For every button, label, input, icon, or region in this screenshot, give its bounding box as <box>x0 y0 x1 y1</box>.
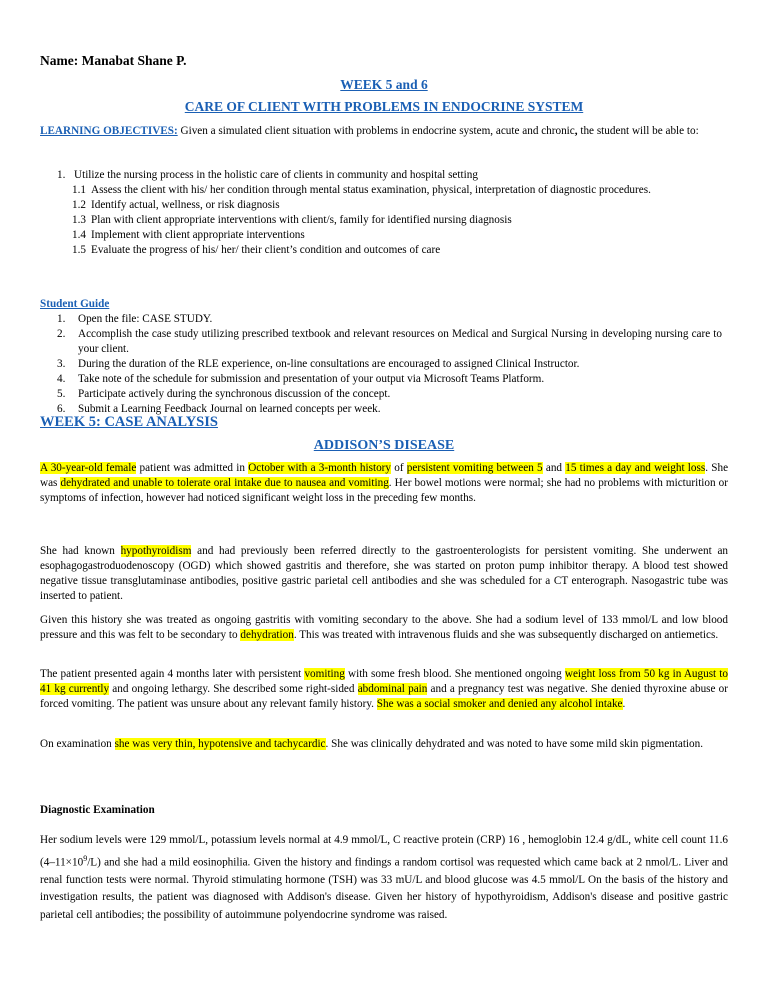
case-paragraph-1: A 30-year-old female patient was admitted in October with a 3-month history of persistent vomiting between 5 and 15 times a day and weight loss. She was dehydrated and unable to tolerate oral intake due to nausea and vomiting. Her bowel motions were normal; she had no problems with micturition or symptoms of infection, however had noticed significant weight loss in the preceding few months. <box>40 462 729 504</box>
list-item: 1.2 Identify actual, wellness, or risk diagnosis <box>72 199 280 211</box>
list-item: 1.4 Implement with client appropriate interventions <box>72 229 305 241</box>
list-item: 4. Take note of the schedule for submission and presentation of your output via Microsoft Teams Platform. <box>57 373 545 385</box>
case-paragraph-4: The patient presented again 4 months later with persistent vomiting with some fresh blood. She mentioned ongoing weight loss from 50 kg in August to 41 kg currently and ongoing lethargy. She described some right-sided abdominal pain and a pregnancy test was negative. She denied thyroxine abuse or forced vomiting. The patient was unsure about any relevant family history. She was a social smoker and denied any alcohol intake. <box>40 668 729 710</box>
student-name: Name: Manabat Shane P. <box>40 53 187 68</box>
objective-main: 1. Utilize the nursing process in the holistic care of clients in community and hospital setting <box>57 169 478 181</box>
list-item: 1.1 Assess the client with his/ her condition through mental status examination, physical, interpretation of diagnostic procedures. <box>72 184 651 196</box>
diagnostic-title: Diagnostic Examination <box>40 804 155 816</box>
learning-objectives-intro: LEARNING OBJECTIVES: Given a simulated client situation with problems in endocrine system, acute and chronic, the student will be able to: <box>40 125 699 137</box>
list-item: 3. During the duration of the RLE experience, on-line consultations are encouraged to assigned Clinical Instructor. <box>57 358 580 370</box>
course-title[interactable]: CARE OF CLIENT WITH PROBLEMS IN ENDOCRINE SYSTEM <box>184 99 584 114</box>
list-item: 1. Open the file: CASE STUDY. <box>57 313 213 325</box>
list-item: 6. Submit a Learning Feedback Journal on learned concepts per week. <box>57 403 381 415</box>
case-paragraph-3: Given this history she was treated as ongoing gastritis with vomiting secondary to the above. She had a sodium level of 133 mmol/L and low blood pressure and this was felt to be secondary to dehydration. This was treated with intravenous fluids and she was subsequently discharged on antiemetics. <box>40 614 728 641</box>
objective-sublist <box>72 183 717 258</box>
case-paragraph-2: She had known hypothyroidism and had previously been referred directly to the gastroenterologists for persistent vomiting. She underwent an esophagogastroduodenoscopy (OGD) which showed gastritis and therefore, she was started on proton pump inhibitor therapy. A blood test showed negative tissue transglutaminase antibodies, positive gastric parietal cell antibodies and she was scheduled for a CT enterograph. Nasogastric tube was inserted to patient. <box>40 545 729 602</box>
week-title[interactable]: WEEK 5 and 6 <box>340 77 428 92</box>
case-paragraph-5: On examination she was very thin, hypotensive and tachycardic. She was clinically dehydrated and was noted to have some mild skin pigmentation. <box>40 738 704 750</box>
list-item: 1.5 Evaluate the progress of his/ her/ their client’s condition and outcomes of care <box>72 244 441 256</box>
learning-objectives-label[interactable]: LEARNING OBJECTIVES: <box>40 125 178 137</box>
student-guide-list <box>57 312 722 417</box>
list-item: 1.3 Plan with client appropriate interventions with client/s, family for identified nursing diagnosis <box>72 214 512 226</box>
list-item: 5. Participate actively during the synchronous discussion of the concept. <box>57 388 391 400</box>
case-analysis-heading[interactable]: WEEK 5: CASE ANALYSIS <box>40 414 218 430</box>
diagnostic-paragraph: Her sodium levels were 129 mmol/L, potassium levels normal at 4.9 mmol/L, C reactive protein (CRP) 16 , hemoglobin 12.4 g/dL, white cell count 11.6 $(4-11\times 10^9/L)$ and she had a mild eosinophilia. Given the history and findings a random cortisol was requested which came back at 2 nmol/L. Liver and renal function tests were normal. Thyroid stimulating hormone (TSH) was 33 mU/L and blood glucose was 4.5 mmol/L On the basis of the history and investigation results, the patient was diagnosed with Addison's disease. Given her history of hypothyroidism, Addison's disease and positive gastric parietal cell antibodies; the possibility of autoimmune polyendocrine syndrome was raised. <box>40 834 728 921</box>
disease-heading[interactable]: ADDISON’S DISEASE <box>313 438 455 453</box>
list-item: 2. Accomplish the case study utilizing prescribed textbook and relevant resources on Medical and Surgical Nursing in developing nursing care to your client. <box>57 328 722 355</box>
student-guide-title[interactable]: Student Guide <box>40 298 110 310</box>
